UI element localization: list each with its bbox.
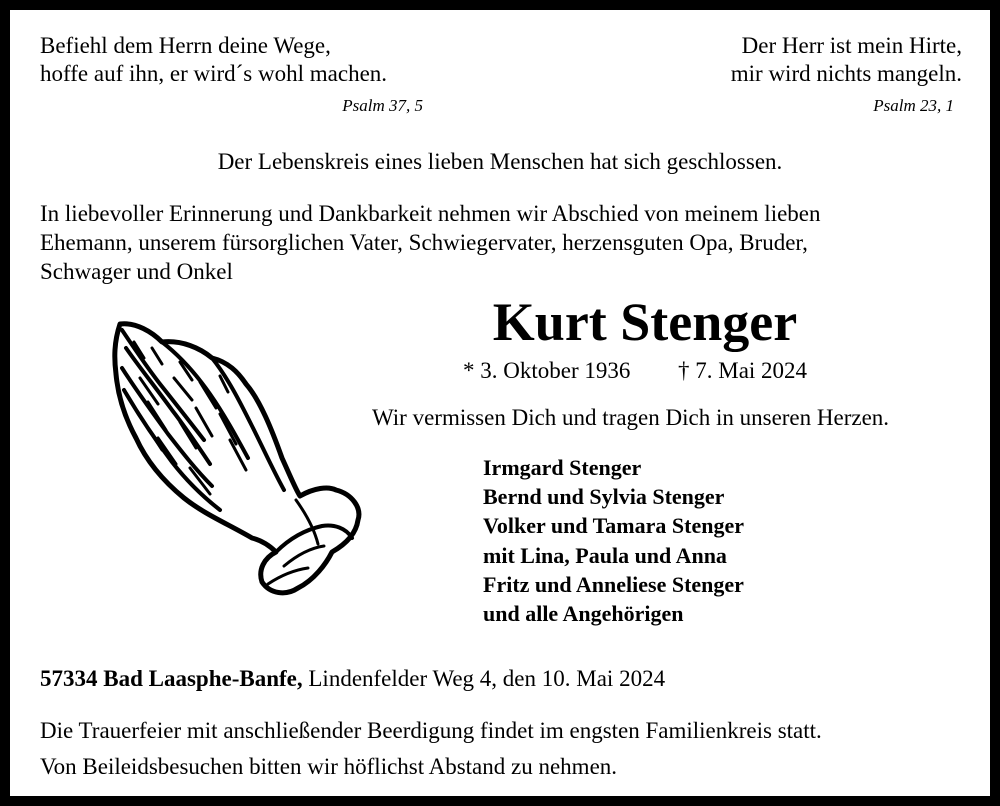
deceased-name: Kurt Stenger [492, 292, 798, 352]
mourner-line: und alle Angehörigen [483, 601, 684, 627]
farewell-line-1: In liebevoller Erinnerung und Dankbarkeit nehmen wir Abschied von meinem lieben [40, 201, 821, 226]
farewell-line-3: Schwager und Onkel [40, 259, 233, 284]
mourner-line: mit Lina, Paula und Anna [483, 542, 727, 568]
mourners-list [483, 453, 744, 628]
funeral-note: Die Trauerfeier mit anschließender Beerdigung findet im engsten Familienkreis statt. [40, 718, 822, 743]
verse-right-reference: Psalm 23, 1 [873, 96, 954, 115]
birth-date: * 3. Oktober 1936 [463, 358, 631, 383]
verse-left-line-1: Befiehl dem Herrn deine Wege, [40, 33, 331, 58]
verse-right-line-1: Der Herr ist mein Hirte, [741, 33, 962, 58]
mourner-line: Bernd und Sylvia Stenger [483, 484, 725, 510]
verse-left-line-2: hoffe auf ihn, er wird´s wohl machen. [40, 61, 388, 86]
mourner-line: Irmgard Stenger [483, 455, 642, 480]
condolence-note: Von Beileidsbesuchen bitten wir höflichst Abstand zu nehmen. [40, 754, 618, 779]
farewell-line-2: Ehemann, unserem fürsorglichen Vater, Schwiegervater, herzensguten Opa, Bruder, [40, 230, 808, 255]
verse-right-line-2: mir wird nichts mangeln. [730, 61, 962, 86]
death-date: † 7. Mai 2024 [678, 358, 808, 383]
tribute-line: Wir vermissen Dich und tragen Dich in unseren Herzen. [372, 405, 890, 430]
intro-line: Der Lebenskreis eines lieben Menschen hat sich geschlossen. [217, 149, 783, 174]
mourner-line: Fritz und Anneliese Stenger [483, 571, 744, 597]
praying-hands-icon [100, 318, 368, 608]
mourner-line: Volker und Tamara Stenger [483, 513, 744, 539]
address-line [40, 664, 665, 693]
address-place: 57334 Bad Laasphe-Banfe, [40, 666, 303, 691]
verse-left-reference: Psalm 37, 5 [342, 96, 423, 115]
address-details: Lindenfelder Weg 4, den 10. Mai 2024 [308, 666, 666, 691]
